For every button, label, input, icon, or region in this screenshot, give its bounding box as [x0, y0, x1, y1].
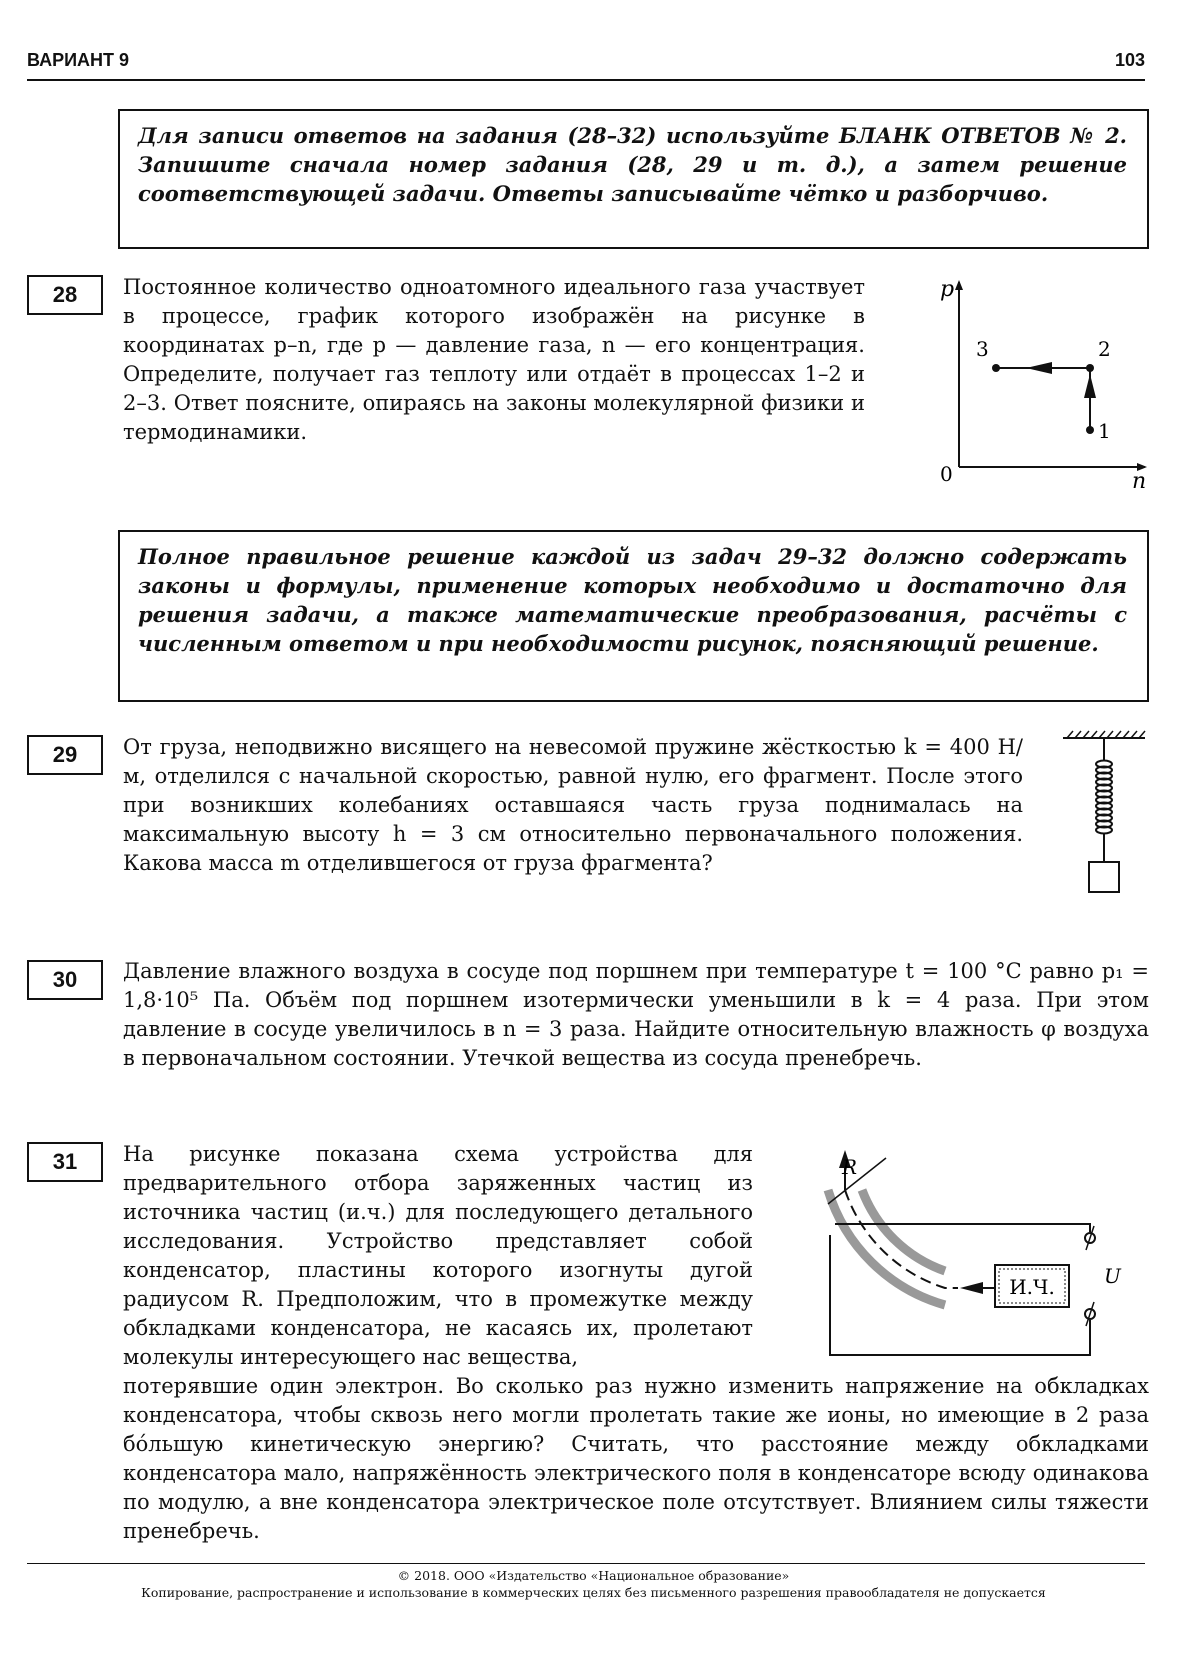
- task-number-31: 31: [27, 1142, 103, 1182]
- n-axis-label: n: [1132, 469, 1147, 490]
- capacitor-selector-figure: [800, 1140, 1155, 1370]
- task-number-29: 29: [27, 735, 103, 775]
- footer-notice: Копирование, распространение и использование в коммерческих целях без письменного разрешения правообладателя не допускается: [141, 1585, 1046, 1600]
- origin-label: 0: [940, 462, 953, 486]
- task-number-30: 30: [27, 960, 103, 1000]
- spring: [1096, 761, 1112, 834]
- spring-mass-figure: [1055, 730, 1155, 905]
- page-number: 103: [1114, 50, 1145, 70]
- task-28-pn-graph: [900, 270, 1150, 490]
- footer-copyright: © 2018. ООО «Издательство «Национальное образование»: [397, 1568, 790, 1583]
- variant-label: ВАРИАНТ 9: [27, 50, 130, 70]
- particle-source-label: И.Ч.: [1009, 1275, 1055, 1299]
- process-1-2-arrow: [1084, 374, 1096, 398]
- point-3: [992, 364, 1000, 372]
- entry-arrow: [960, 1282, 983, 1294]
- task-number-28: 28: [27, 275, 103, 315]
- outer-plate: [828, 1190, 945, 1305]
- process-2-3-arrow: [1026, 362, 1052, 374]
- voltage-label: U: [1104, 1264, 1121, 1288]
- point-2: [1086, 364, 1094, 372]
- task-31-text-side: На рисунке показана схема устройства для предварительного отбора заряженных частиц из источника частиц (и.ч.) для последующего детального исследования. Устройство представляет собой конденсатор, пластины которого изогнуты дугой радиусом R. Предположим, что в промежутке между обкладками конденсатора, не касаясь их, пролетают молекулы интересующего нас вещества,: [123, 1142, 753, 1369]
- p-axis-label: p: [940, 277, 955, 302]
- task-31-text-full: потерявшие один электрон. Во сколько раз нужно изменить напряжение на обкладках конденсатора, чтобы сквозь него могли пролетать такие же ионы, но имеющие в 2 раза бóльшую кинетическую энергию? Считать, что расстояние между обкладками конденсатора мало, напряжённость электрического поля в конденсаторе всюду одинакова по модулю, а вне конденсатора электрическое поле отсутствует. Влиянием силы тяжести пренебречь.: [123, 1374, 1149, 1543]
- task-30-text: Давление влажного воздуха в сосуде под поршнем при температуре t = 100 °C равно p₁ = 1,8·10⁵ Па. Объём под поршнем изотермически уменьшили в k = 4 раза. При этом давление в сосуде увеличилось в n = 3 раза. Найдите относительную влажность φ воздуха в первоначальном состоянии. Утечкой вещества из сосуда пренебречь.: [123, 959, 1149, 1070]
- solution-requirements-notice: Полное правильное решение каждой из задач 29–32 должно содержать законы и формулы, применение которых необходимо и достаточно для решения задачи, а также математические преобразования, расчёты с численным ответом и при необходимости рисунок, поясняющий решение.: [118, 530, 1149, 702]
- load-block: [1089, 862, 1119, 892]
- radius-label: R: [842, 1155, 858, 1179]
- point-1-label: 1: [1098, 419, 1111, 443]
- task-29-text: От груза, неподвижно висящего на невесомой пружине жёсткостью k = 400 Н/м, отделился с начальной скоростью, равной нулю, его фрагмент. После этого при возникших колебаниях оставшаяся часть груза поднималась на максимальную высоту h = 3 см относительно первоначального положения. Какова масса m отделившегося от груза фрагмента?: [123, 735, 1023, 875]
- footer-divider: [27, 1563, 1145, 1564]
- point-1: [1086, 426, 1094, 434]
- header-divider: [27, 79, 1145, 81]
- answer-sheet-instructions: Для записи ответов на задания (28–32) используйте БЛАНК ОТВЕТОВ № 2. Запишите сначала номер задания (28, 29 и т. д.), а затем решение соответствующей задачи. Ответы записывайте чётко и разборчиво.: [118, 109, 1149, 249]
- point-2-label: 2: [1098, 337, 1111, 361]
- top-wire: [835, 1224, 1090, 1232]
- task-28-text: Постоянное количество одноатомного идеального газа участвует в процессе, график которого изображён на рисунке в координатах p–n, где p — давление газа, n — его концентрация. Определите, получает газ теплоту или отдаёт в процессах 1–2 и 2–3. Ответ поясните, опираясь на законы молекулярной физики и термодинамики.: [123, 275, 865, 444]
- point-3-label: 3: [976, 337, 989, 361]
